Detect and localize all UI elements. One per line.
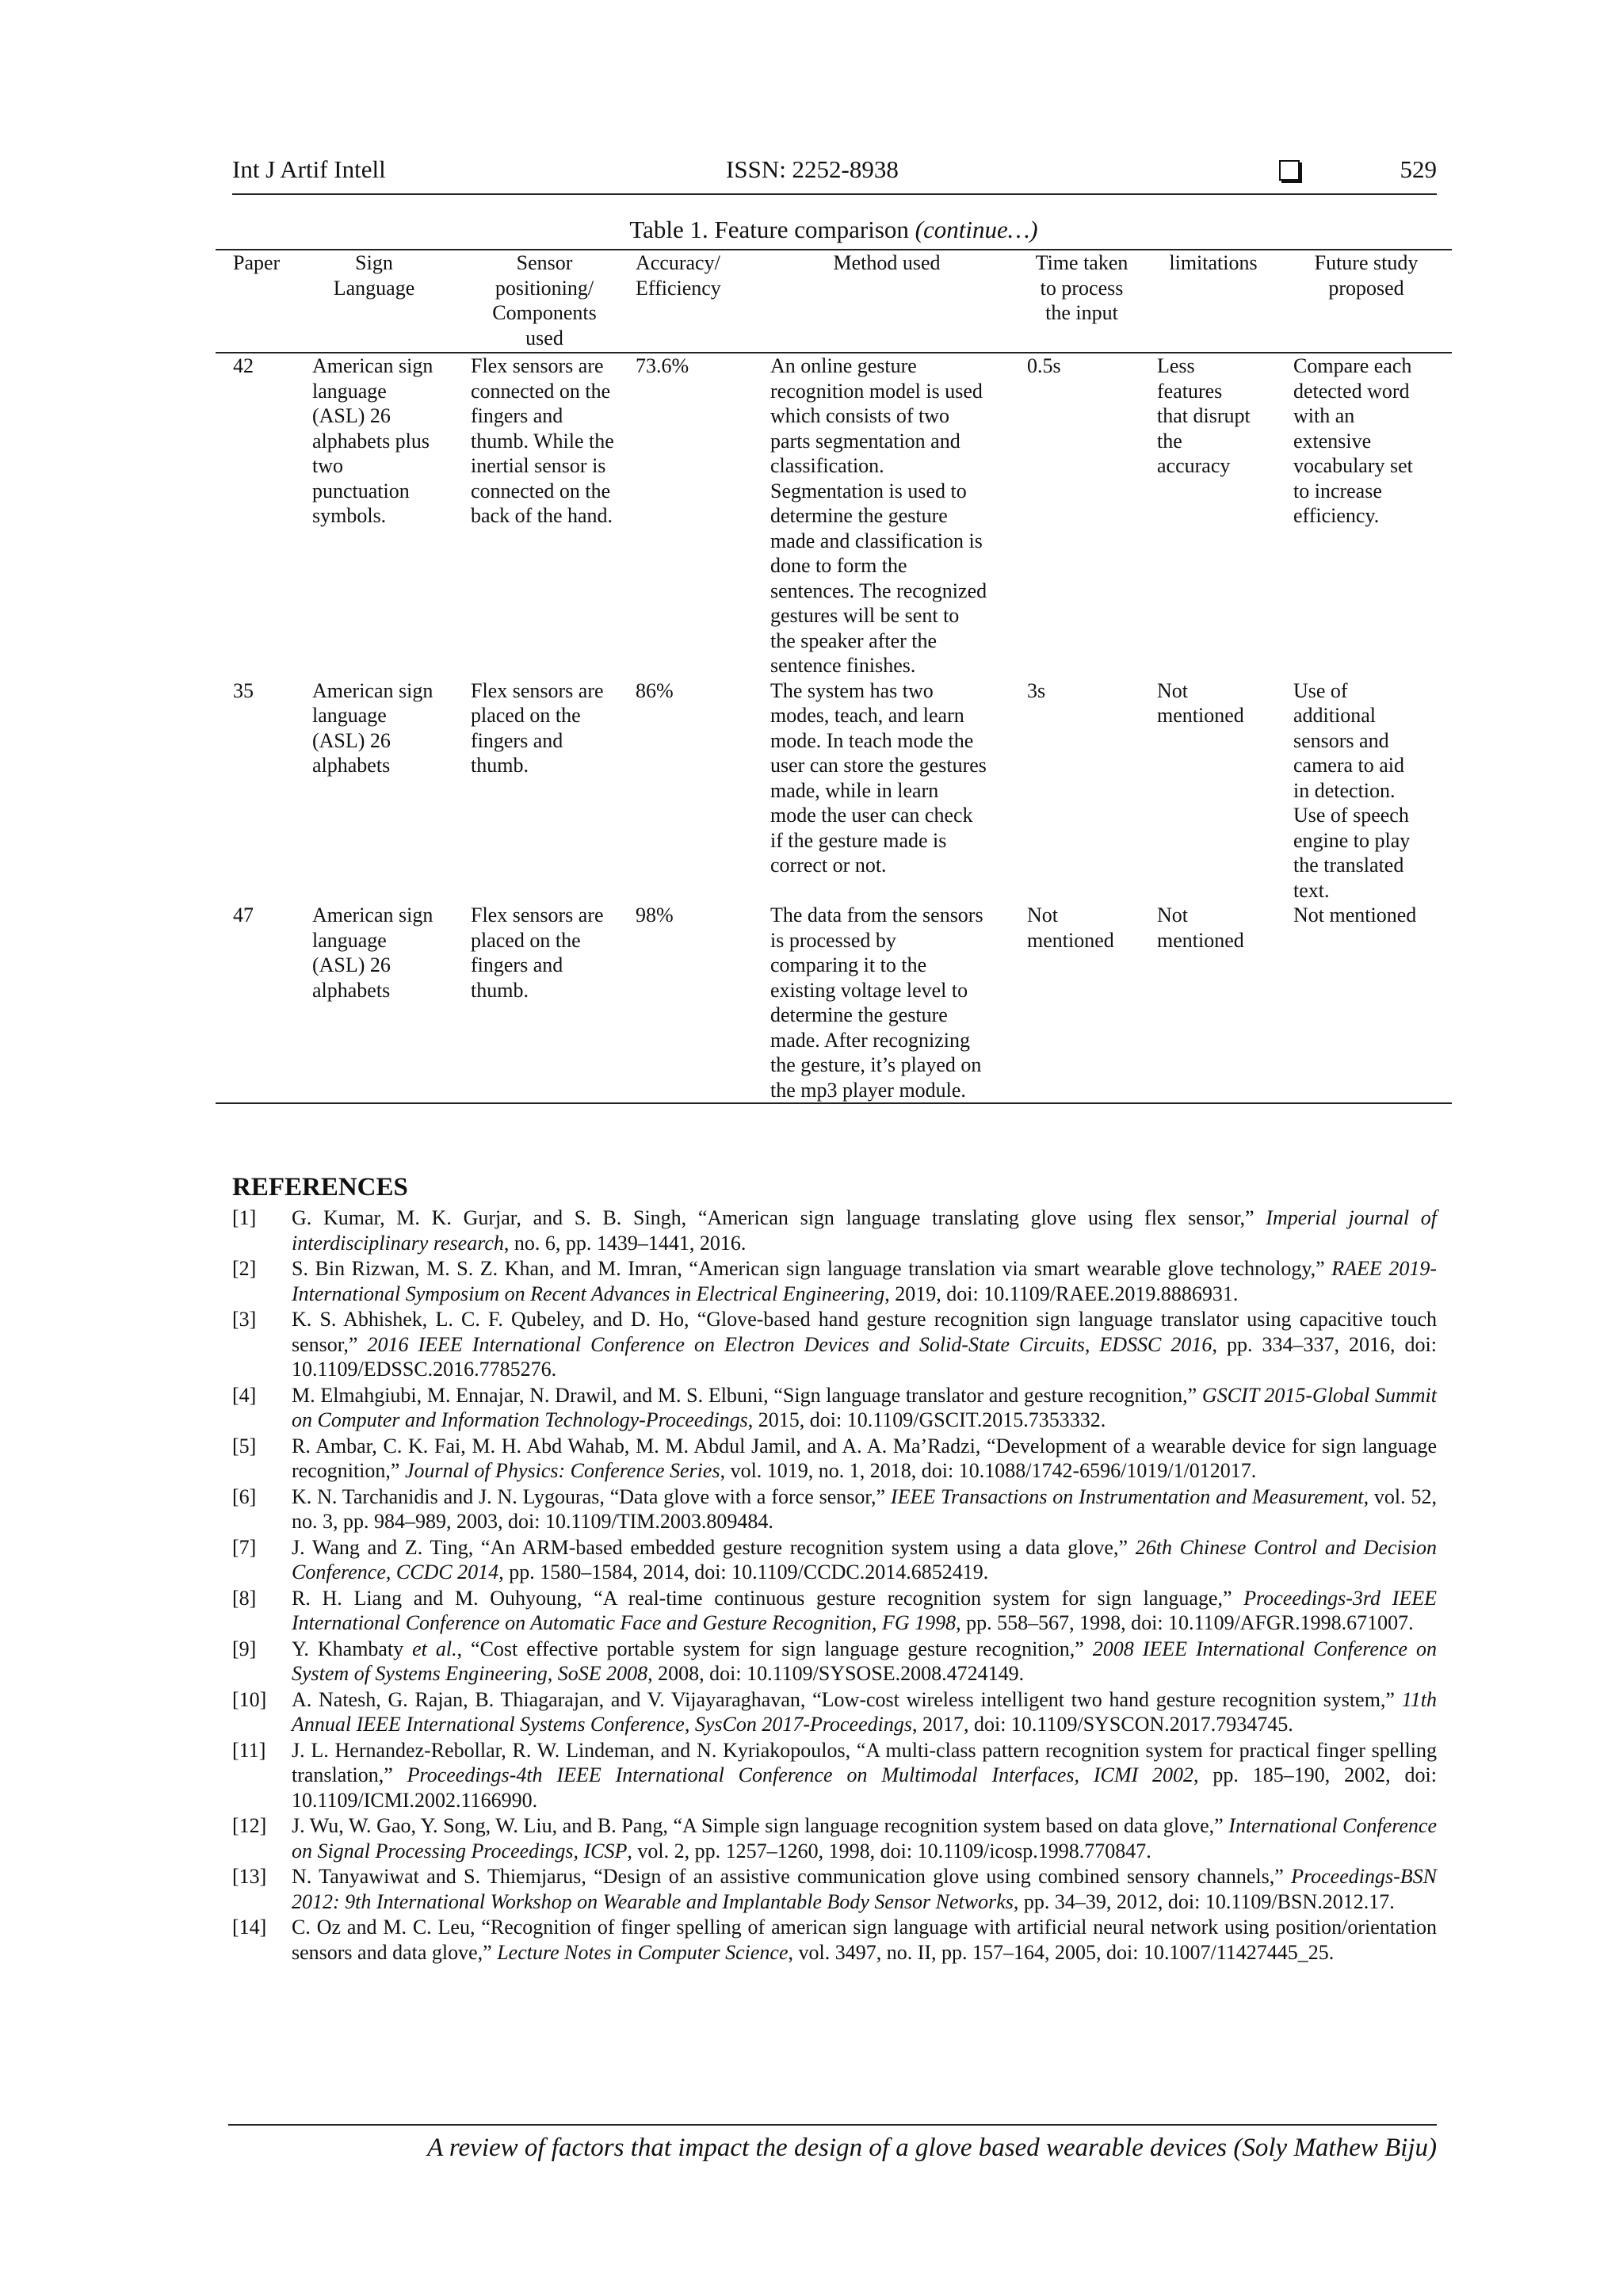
- cell-line: text.: [1293, 878, 1330, 902]
- table-cell: [636, 353, 756, 678]
- reference-fragment: , pp. 34–39, 2012, doi: 10.1109/BSN.2012.17.: [1013, 1889, 1395, 1913]
- reference-venue: Imperial journal of interdisciplinary research: [292, 1206, 1437, 1255]
- reference-venue: Proceedings-4th IEEE International Conference on Multimodal Interfaces, ICMI 2002: [407, 1763, 1194, 1786]
- cell-line: placed on the: [471, 704, 581, 727]
- reference-venue: 2008 IEEE International Conference on System of Systems Engineering, SoSE 2008: [292, 1637, 1437, 1685]
- cell-line: sentence finishes.: [770, 654, 916, 677]
- table-row: [216, 678, 1452, 904]
- cell-line: done to form the: [770, 554, 907, 577]
- cell-line: The data from the sensors: [770, 904, 983, 926]
- reference-number: [8]: [232, 1586, 257, 1610]
- table-cell: [1281, 353, 1452, 678]
- table-cell: [453, 903, 636, 1103]
- reference-venue: IEEE Transactions on Instrumentation and Measurement: [890, 1484, 1364, 1508]
- reference-item: [232, 1687, 1437, 1737]
- cell-line: thumb.: [471, 754, 529, 777]
- cell-line: language: [312, 704, 387, 727]
- table-cell: [636, 903, 756, 1103]
- cell-line: made. After recognizing: [770, 1028, 970, 1052]
- running-header: [232, 155, 1437, 195]
- cell-line: Use of speech: [1293, 804, 1409, 827]
- header-line: Method used: [833, 251, 941, 274]
- table-cell: [295, 353, 453, 678]
- cell-line: mentioned: [1027, 928, 1114, 952]
- reference-venue: et al.: [412, 1637, 457, 1660]
- reference-item: [232, 1484, 1437, 1534]
- cell-line: (ASL) 26: [312, 953, 391, 976]
- cell-line: 42: [233, 354, 254, 377]
- cell-line: 86%: [636, 678, 674, 702]
- reference-item: [232, 1586, 1437, 1636]
- reference-item: [232, 1637, 1437, 1687]
- reference-fragment: A. Natesh, G. Rajan, B. Thiagarajan, and V. Vijayaraghavan, “Low-cost wireless intelligent two hand gesture recognition system,”: [292, 1687, 1402, 1711]
- column-header: [1018, 250, 1146, 353]
- reference-venue: Proceedings-3rd IEEE International Conference on Automatic Face and Gesture Recognition, FG 1998: [292, 1586, 1437, 1634]
- cell-line: sensors and: [1293, 728, 1389, 752]
- column-header: [453, 250, 636, 353]
- reference-fragment: , 2017, doi: 10.1109/SYSCON.2017.7934745.: [911, 1713, 1293, 1736]
- reference-fragment: J. Wang and Z. Ting, “An ARM-based embedded gesture recognition system using a data glove,”: [292, 1535, 1136, 1559]
- table-body: [216, 353, 1452, 1103]
- reference-item: [232, 1307, 1437, 1382]
- cell-line: gestures will be sent to: [770, 604, 960, 627]
- cell-line: American sign: [312, 904, 433, 926]
- cell-line: inertial sensor is: [471, 454, 606, 477]
- cell-line: vocabulary set: [1293, 454, 1413, 477]
- cell-line: camera to aid: [1293, 754, 1405, 777]
- reference-number: [5]: [232, 1434, 257, 1457]
- journal-name: Int J Artif Intell: [232, 155, 386, 183]
- cell-line: back of the hand.: [471, 504, 613, 527]
- cell-line: the: [1157, 429, 1182, 453]
- cell-line: extensive: [1293, 429, 1372, 453]
- cell-line: Not: [1027, 904, 1058, 926]
- table-caption-continued: (continue…): [915, 216, 1038, 243]
- cell-line: engine to play: [1293, 828, 1411, 852]
- table-cell: [216, 678, 295, 904]
- reference-text: [292, 1307, 1437, 1382]
- table-cell: [756, 903, 1018, 1103]
- cell-line: language: [312, 928, 387, 952]
- reference-number: [14]: [232, 1916, 267, 1939]
- cell-line: Not: [1157, 904, 1188, 926]
- reference-number: [4]: [232, 1383, 257, 1407]
- page-number: 529: [1400, 155, 1437, 183]
- reference-fragment: , pp. 1580–1584, 2014, doi: 10.1109/CCDC.2014.6852419.: [498, 1561, 989, 1584]
- cell-line: which consists of two: [770, 404, 950, 427]
- header-line: Sign: [355, 251, 393, 274]
- reference-fragment: G. Kumar, M. K. Gurjar, and S. B. Singh, “American sign language translating glove using flex sensor,”: [292, 1206, 1266, 1229]
- cell-line: Not mentioned: [1293, 904, 1417, 926]
- cell-line: American sign: [312, 354, 433, 377]
- cell-line: the translated: [1293, 854, 1404, 877]
- cell-line: if the gesture made is: [770, 828, 947, 852]
- cell-line: is processed by: [770, 928, 896, 952]
- cell-line: user can store the gestures: [770, 754, 987, 777]
- running-footer: [228, 2124, 1437, 2163]
- reference-fragment: M. Elmahgiubi, M. Ennajar, N. Drawil, and M. S. Elbuni, “Sign language translator and gesture recognition,”: [292, 1383, 1202, 1407]
- cell-line: Flex sensors are: [471, 678, 604, 702]
- reference-text: [292, 1687, 1437, 1737]
- reference-fragment: J. L. Hernandez-Rebollar, R. W. Lindeman, and N. Kyriakopoulos, “A multi-class pattern recognition system for practical finger spelling translation,”: [292, 1738, 1437, 1786]
- reference-number: [13]: [232, 1865, 267, 1888]
- reference-number: [7]: [232, 1535, 257, 1559]
- cell-line: alphabets plus: [312, 429, 430, 453]
- reference-fragment: , 2019, doi: 10.1109/RAEE.2019.8886931.: [884, 1282, 1239, 1305]
- reference-number: [2]: [232, 1257, 257, 1280]
- reference-number: [12]: [232, 1814, 267, 1837]
- reference-venue: Journal of Physics: Conference Series: [404, 1459, 720, 1482]
- header-line: Sensor: [516, 251, 573, 274]
- reference-fragment: , no. 6, pp. 1439–1441, 2016.: [503, 1231, 747, 1255]
- cell-line: The system has two: [770, 678, 934, 702]
- cell-line: (ASL) 26: [312, 728, 391, 752]
- table-cell: [453, 353, 636, 678]
- reference-number: [11]: [232, 1738, 266, 1762]
- cell-line: 35: [233, 678, 254, 702]
- column-header: [1146, 250, 1281, 353]
- column-header: [295, 250, 453, 353]
- cell-line: 3s: [1027, 678, 1046, 702]
- reference-fragment: S. Bin Rizwan, M. S. Z. Khan, and M. Imran, “American sign language translation via smart wearable glove technology,”: [292, 1257, 1332, 1280]
- cell-line: 0.5s: [1027, 354, 1061, 377]
- table-cell: [216, 903, 295, 1103]
- reference-fragment: C. Oz and M. C. Leu, “Recognition of finger spelling of american sign language with artificial neural network using position/orientation sensors and data glove,”: [292, 1916, 1437, 1964]
- cell-line: Flex sensors are: [471, 354, 604, 377]
- cell-line: Segmentation is used to: [770, 479, 967, 502]
- cell-line: correct or not.: [770, 854, 887, 877]
- header-line: the input: [1045, 301, 1118, 324]
- reference-item: [232, 1864, 1437, 1914]
- reference-fragment: , pp. 334–337, 2016, doi: 10.1109/EDSSC.2016.7785276.: [292, 1332, 1437, 1381]
- reference-venue: 26th Chinese Control and Decision Conference, CCDC 2014: [292, 1535, 1437, 1584]
- column-header: [636, 250, 756, 353]
- reference-item: [232, 1256, 1437, 1306]
- cell-line: determine the gesture: [770, 504, 948, 527]
- cell-line: placed on the: [471, 928, 581, 952]
- cell-line: classification.: [770, 454, 884, 477]
- references-heading: REFERENCES: [232, 1173, 408, 1201]
- cell-line: connected on the: [471, 379, 611, 403]
- reference-fragment: , vol. 1019, no. 1, 2018, doi: 10.1088/1742-6596/1019/1/012017.: [720, 1459, 1257, 1482]
- reference-text: [292, 1535, 1437, 1585]
- table-cell: [1281, 903, 1452, 1103]
- cell-line: (ASL) 26: [312, 404, 391, 427]
- cell-line: alphabets: [312, 978, 391, 1002]
- column-header: [1281, 250, 1452, 353]
- table-caption-main: Table 1. Feature comparison: [629, 216, 915, 243]
- header-line: proposed: [1328, 276, 1404, 300]
- reference-number: [9]: [232, 1637, 257, 1660]
- cell-line: punctuation: [312, 479, 410, 502]
- reference-fragment: Y. Khambaty: [292, 1637, 413, 1660]
- square-bullet-icon: [1279, 160, 1300, 181]
- reference-venue: International Conference on Signal Processing Proceedings, ICSP: [292, 1814, 1437, 1862]
- cell-line: An online gesture: [770, 354, 917, 377]
- reference-fragment: , vol. 3497, no. II, pp. 157–164, 2005, doi: 10.1007/11427445_25.: [788, 1940, 1335, 1964]
- header-line: used: [525, 326, 563, 350]
- reference-fragment: K. N. Tarchanidis and J. N. Lygouras, “Data glove with a force sensor,”: [292, 1484, 891, 1508]
- feature-comparison-table: [216, 249, 1452, 1104]
- cell-line: the mp3 player module.: [770, 1078, 966, 1102]
- cell-line: to increase: [1293, 479, 1382, 502]
- table-cell: [756, 678, 1018, 904]
- table-cell: [1018, 678, 1146, 904]
- table-cell: [295, 678, 453, 904]
- cell-line: the gesture, it’s played on: [770, 1053, 982, 1076]
- reference-fragment: , 2008, doi: 10.1109/SYSOSE.2008.4724149.: [647, 1662, 1025, 1685]
- table-cell: [1146, 678, 1281, 904]
- table-row: [216, 903, 1452, 1103]
- cell-line: two: [312, 454, 343, 477]
- reference-text: [292, 1383, 1437, 1433]
- reference-fragment: R. Ambar, C. K. Fai, M. H. Abd Wahab, M. M. Abdul Jamil, and A. A. Ma’Radzi, “Development of a wearable device for sign language recognition,”: [292, 1434, 1437, 1482]
- references-section: [232, 1173, 1437, 1966]
- cell-line: mentioned: [1157, 928, 1244, 952]
- cell-line: thumb.: [471, 978, 529, 1002]
- issn: ISSN: 2252-8938: [726, 155, 899, 183]
- header-line: Time taken: [1035, 251, 1128, 274]
- reference-text: [292, 1637, 1437, 1687]
- reference-fragment: N. Tanyawiwat and S. Thiemjarus, “Design of an assistive communication glove using combined sensory channels,”: [292, 1865, 1292, 1888]
- cell-line: efficiency.: [1293, 504, 1380, 527]
- reference-number: [6]: [232, 1484, 257, 1508]
- reference-venue: 11th Annual IEEE International Systems Conference, SysCon 2017-Proceedings: [292, 1687, 1437, 1736]
- cell-line: existing voltage level to: [770, 978, 968, 1002]
- cell-line: additional: [1293, 704, 1376, 727]
- reference-fragment: , “Cost effective portable system for sign language gesture recognition,”: [456, 1637, 1093, 1660]
- cell-line: fingers and: [471, 728, 563, 752]
- cell-line: accuracy: [1157, 454, 1231, 477]
- table-cell: [453, 678, 636, 904]
- cell-line: Not: [1157, 678, 1188, 702]
- reference-item: [232, 1434, 1437, 1484]
- cell-line: connected on the: [471, 479, 611, 502]
- cell-line: alphabets: [312, 754, 391, 777]
- reference-text: [292, 1484, 1437, 1534]
- reference-text: [292, 1586, 1437, 1636]
- cell-line: that disrupt: [1157, 404, 1251, 427]
- header-line: Language: [333, 276, 415, 300]
- header-line: limitations: [1169, 251, 1258, 274]
- reference-text: [292, 1205, 1437, 1255]
- cell-line: detected word: [1293, 379, 1410, 403]
- cell-line: with an: [1293, 404, 1355, 427]
- reference-venue: Proceedings-BSN 2012: 9th International Workshop on Wearable and Implantable Body Sensor Networks: [292, 1865, 1437, 1913]
- reference-text: [292, 1434, 1437, 1484]
- table-cell: [1281, 678, 1452, 904]
- cell-line: made and classification is: [770, 529, 983, 552]
- cell-line: Less: [1157, 354, 1195, 377]
- cell-line: 47: [233, 904, 254, 926]
- cell-line: mentioned: [1157, 704, 1244, 727]
- cell-line: in detection.: [1293, 778, 1396, 802]
- cell-line: mode. In teach mode the: [770, 728, 974, 752]
- cell-line: fingers and: [471, 404, 563, 427]
- cell-line: determine the gesture: [770, 1003, 948, 1026]
- cell-line: modes, teach, and learn: [770, 704, 964, 727]
- reference-fragment: , pp. 558–567, 1998, doi: 10.1109/AFGR.1998.671007.: [956, 1611, 1414, 1634]
- table-cell: [756, 353, 1018, 678]
- table-cell: [1146, 903, 1281, 1103]
- reference-item: [232, 1813, 1437, 1863]
- table-cell: [295, 903, 453, 1103]
- reference-number: [1]: [232, 1206, 257, 1229]
- reference-fragment: R. H. Liang and M. Ouhyoung, “A real-time continuous gesture recognition system for sign language,”: [292, 1586, 1244, 1610]
- reference-item: [232, 1205, 1437, 1255]
- table-caption: [216, 216, 1452, 244]
- reference-venue: RAEE 2019-International Symposium on Recent Advances in Electrical Engineering: [292, 1257, 1437, 1305]
- reference-text: [292, 1256, 1437, 1306]
- header-line: Future study: [1314, 251, 1419, 274]
- table-header-row: [216, 250, 1452, 353]
- cell-line: parts segmentation and: [770, 429, 960, 453]
- header-line: positioning/: [495, 276, 594, 300]
- cell-line: fingers and: [471, 953, 563, 976]
- reference-item: [232, 1738, 1437, 1813]
- reference-venue: Lecture Notes in Computer Science: [497, 1940, 789, 1964]
- reference-text: [292, 1813, 1437, 1863]
- cell-line: thumb. While the: [471, 429, 614, 453]
- table-cell: [216, 353, 295, 678]
- reference-fragment: , 2015, doi: 10.1109/GSCIT.2015.7353332.: [747, 1408, 1106, 1431]
- cell-line: made, while in learn: [770, 778, 939, 802]
- cell-line: comparing it to the: [770, 953, 927, 976]
- reference-fragment: , vol. 52, no. 3, pp. 984–989, 2003, doi: 10.1109/TIM.2003.809484.: [292, 1484, 1438, 1533]
- header-line: Efficiency: [636, 276, 721, 300]
- column-header: [756, 250, 1018, 353]
- header-line: to process: [1040, 276, 1124, 300]
- table-cell: [1018, 903, 1146, 1103]
- header-line: Components: [492, 301, 597, 324]
- table-cell: [1018, 353, 1146, 678]
- cell-line: features: [1157, 379, 1223, 403]
- cell-line: Use of: [1293, 678, 1348, 702]
- reference-venue: 2016 IEEE International Conference on Electron Devices and Solid-State Circuits, EDSSC 2016: [367, 1332, 1212, 1356]
- header-line: Paper: [233, 251, 281, 274]
- cell-line: Flex sensors are: [471, 904, 604, 926]
- reference-fragment: , pp. 185–190, 2002, doi: 10.1109/ICMI.2002.1166990.: [292, 1763, 1437, 1812]
- table-row: [216, 353, 1452, 678]
- cell-line: mode the user can check: [770, 804, 973, 827]
- reference-list: [232, 1205, 1437, 1965]
- cell-line: the speaker after the: [770, 628, 938, 652]
- reference-item: [232, 1915, 1437, 1965]
- cell-line: sentences. The recognized: [770, 579, 987, 602]
- cell-line: Compare each: [1293, 354, 1412, 377]
- reference-text: [292, 1864, 1437, 1914]
- cell-line: 98%: [636, 904, 674, 926]
- cell-line: symbols.: [312, 504, 387, 527]
- reference-fragment: J. Wu, W. Gao, Y. Song, W. Liu, and B. Pang, “A Simple sign language recognition system based on data glove,”: [292, 1814, 1229, 1837]
- table-cell: [636, 678, 756, 904]
- footer-text: A review of factors that impact the design of a glove based wearable devices (Soly Mathew Biju): [427, 2134, 1437, 2162]
- reference-text: [292, 1738, 1437, 1813]
- reference-item: [232, 1535, 1437, 1585]
- cell-line: American sign: [312, 678, 433, 702]
- reference-text: [292, 1915, 1437, 1965]
- cell-line: recognition model is used: [770, 379, 983, 403]
- reference-venue: GSCIT 2015-Global Summit on Computer and Information Technology-Proceedings: [292, 1383, 1437, 1431]
- table-cell: [1146, 353, 1281, 678]
- reference-item: [232, 1383, 1437, 1433]
- reference-fragment: K. S. Abhishek, L. C. F. Qubeley, and D. Ho, “Glove-based hand gesture recognition sign language translator using capacitive touch sensor,”: [292, 1308, 1437, 1356]
- cell-line: language: [312, 379, 387, 403]
- reference-number: [10]: [232, 1687, 267, 1711]
- reference-fragment: , vol. 2, pp. 1257–1260, 1998, doi: 10.1109/icosp.1998.770847.: [627, 1839, 1151, 1862]
- cell-line: 73.6%: [636, 354, 689, 377]
- header-line: Accuracy/: [636, 251, 720, 274]
- reference-number: [3]: [232, 1308, 257, 1331]
- column-header: [216, 250, 295, 353]
